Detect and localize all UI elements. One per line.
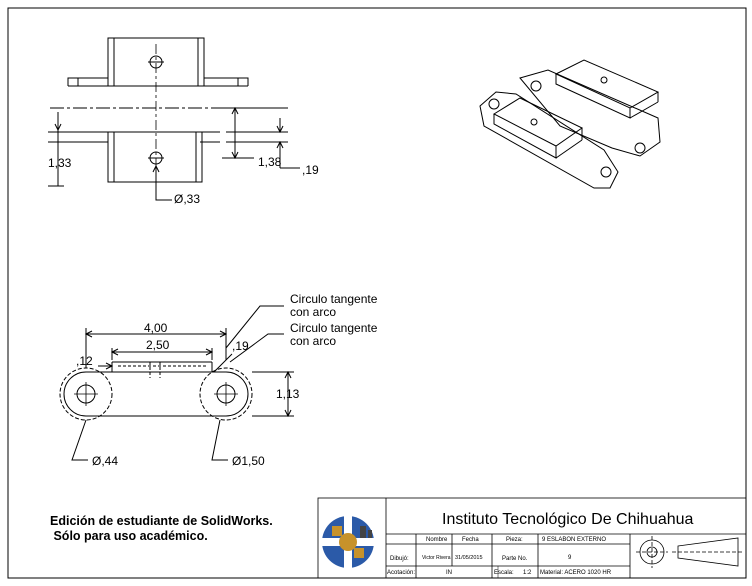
dim-front-length: 4,00 (144, 321, 168, 335)
dim-top-slot: 1,38 (258, 155, 282, 169)
front-view (60, 306, 294, 460)
top-view (48, 38, 300, 200)
dim-top-thick: ,19 (302, 163, 319, 177)
note-tangent-1b: con arco (290, 305, 337, 319)
dim-front-hole: Ø,44 (92, 454, 119, 468)
dim-top-hole: Ø,33 (174, 192, 201, 206)
title-block (318, 498, 746, 578)
tb-acotacion-value: IN (446, 570, 452, 576)
dim-front-radius: ,19 (232, 339, 249, 353)
tb-col-nombre: Nombre (426, 537, 448, 543)
tb-acotacion-label: Acotación: (387, 570, 416, 576)
tb-dibujo-name: Victor Rivera (422, 555, 451, 561)
watermark-line-1: Edición de estudiante de SolidWorks. (50, 514, 273, 528)
dim-top-height: 1,33 (48, 156, 72, 170)
tb-dibujo-date: 31/05/2015 (455, 555, 483, 561)
dim-front-inner: 2,50 (146, 338, 170, 352)
tb-col-pieza: Pieza: (506, 537, 523, 543)
institute-name: Instituto Tecnológico De Chihuahua (442, 511, 694, 528)
dim-front-end: Ø1,50 (232, 454, 265, 468)
dim-front-small: ,12 (76, 354, 93, 368)
tb-pieza-value: 9 ESLABON EXTERNO (542, 537, 607, 543)
tb-escala-label: Escala: (494, 570, 514, 576)
dim-front-height: 1,13 (276, 387, 300, 401)
tb-parte-value: 9 (568, 555, 572, 561)
watermark-line-2: Sólo para uso académico. (50, 529, 208, 543)
note-tangent-1a: Circulo tangente (290, 292, 378, 306)
tb-col-fecha: Fecha (462, 537, 479, 543)
note-tangent-2b: con arco (290, 334, 337, 348)
tb-material: Material: ACERO 1020 HR (540, 570, 612, 576)
institute-logo (322, 516, 374, 568)
tb-parte-label: Parte No. (502, 556, 528, 562)
tb-escala-value: 1:2 (523, 570, 532, 576)
note-tangent-2a: Circulo tangente (290, 321, 378, 335)
isometric-view (480, 60, 660, 188)
tb-dibujo-label: Dibujó: (390, 556, 409, 562)
student-edition-watermark (50, 514, 273, 544)
